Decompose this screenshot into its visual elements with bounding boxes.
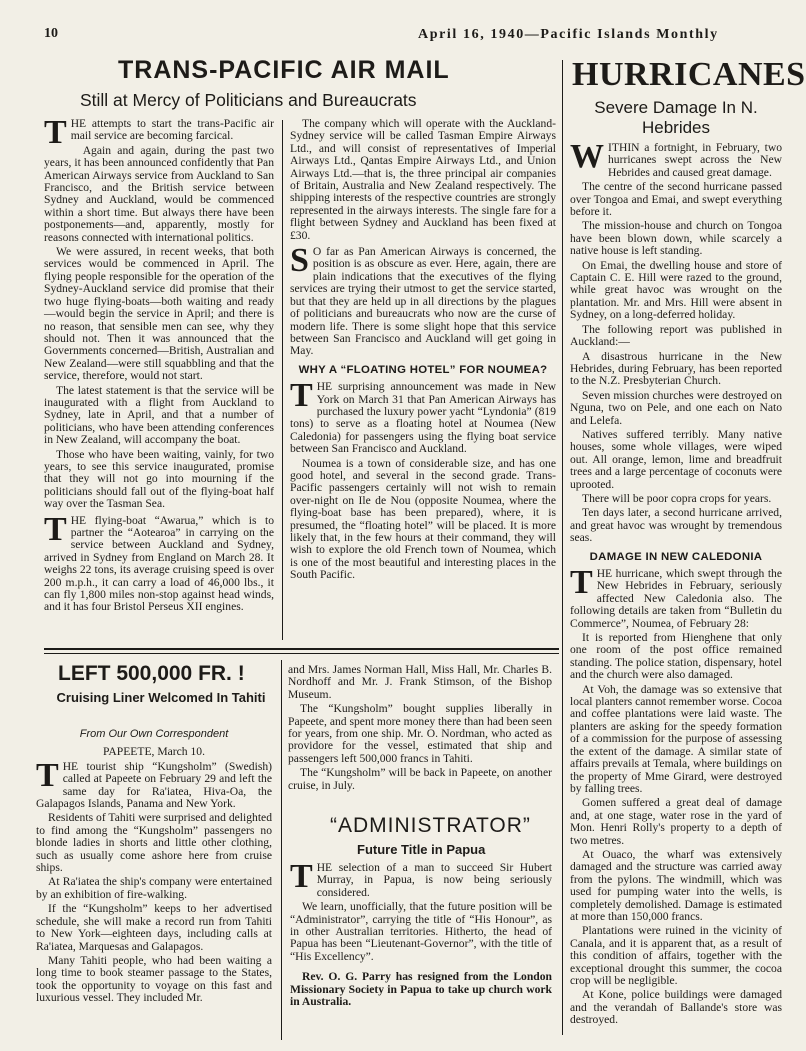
paragraph: It is reported from Hienghene that only one room of the post office remained standing. The police station, dispensary, hotel and the church were also damaged. xyxy=(570,631,782,682)
paragraph: There will be poor copra crops for years. xyxy=(582,491,772,505)
paragraph: WITHIN a fortnight, in February, two hurricanes swept across the New Hebrides and caused great damage. xyxy=(570,138,782,179)
paragraph: THE attempts to start the trans-Pacific air mail service are becoming farcical. xyxy=(44,114,274,151)
column-divider xyxy=(282,120,283,640)
paragraph: Gomen suffered a great deal of damage and, at one stage, water rose in the yard of Mon. Henri Rolly's property to a depth of two metres. xyxy=(570,796,782,847)
paragraph: Plantations were ruined in the vicinity of Canala, and it is apparent that, as a result of this condition of affairs, together with the exceptional drought this summer, the cocoa crop will be negligible. xyxy=(570,924,782,987)
dateline: PAPEETE, March 10. xyxy=(103,745,205,759)
paragraph: At Kone, police buildings were damaged and the verandah of Ballande's store was destroyed. xyxy=(570,988,782,1027)
paragraph: At Voh, the damage was so extensive that local planters cannot remember worse. Cocoa and coffee plantations were laid waste. The planters are asking for the speedy formation of a commission for the purpose of assessing the extent of the damage. A similar state of affairs prevails at Temala, where buildings on the property of Mme Girard, were destroyed by falling trees. xyxy=(570,682,782,795)
tahiti-column-1 xyxy=(36,724,272,1044)
administrator-title: “ADMINISTRATOR” xyxy=(330,814,531,837)
paragraph: Seven mission churches were destroyed on Nguna, two on Pele, and one each on Nato and Lelefa. xyxy=(570,388,782,427)
paragraph: On Emai, the dwelling house and store of Captain C. E. Hill were razed to the ground, while great havoc was wrought on the plantation. Mr. and Mrs. Hill were absent in Sydney, on a long-deferred holiday. xyxy=(570,258,782,322)
airmail-column-1 xyxy=(44,114,274,640)
paragraph: We were assured, in recent weeks, that both services would be commenced in April. The flying people responsible for the operation of the Sydney-Auckland service did promise that their two huge flying-boats—both waiting and ready—would begin the service in April; and there is no reason, that sensible men can see, why they should not. Then it was announced that the Governments concerned—British, Australian and New Zealand—were still squabbling and that the service, therefore, would not start. xyxy=(44,245,274,383)
paragraph: and Mrs. James Norman Hall, Miss Hall, Mr. Charles B. Nordhoff and Mr. J. Frank Stimson, of the Bishop Museum. xyxy=(288,663,552,701)
paragraph: A disastrous hurricane in the New Hebrides, during February, has been reported to the N.Z. Presbyterian Church. xyxy=(570,349,782,388)
hurricanes-column xyxy=(570,138,782,1042)
paragraph: Again and again, during the past two years, it has been announced confidently that Pan American Airways service from Auckland to San Francisco, and the British service between Sydney and Auckland, would be commenced within a short time. But always there have been postponements—and, apparently, mostly for reasons connected with international politics. xyxy=(44,143,274,244)
paragraph: The “Kungsholm” will be back in Papeete, on another cruise, in July. xyxy=(288,766,552,792)
paragraph: The centre of the second hurricane passed over Tongoa and Emai, and swept everything before it. xyxy=(570,180,782,219)
page-header xyxy=(0,0,801,46)
administrator-subtitle: Future Title in Papua xyxy=(357,842,486,857)
airmail-column-2 xyxy=(290,118,556,640)
paragraph: The following report was published in Auckland:— xyxy=(570,322,782,349)
tahiti-subtitle: Cruising Liner Welcomed In Tahiti xyxy=(56,690,266,705)
paragraph: THE hurricane, which swept through the New Hebrides in February, seriously affected New Caledonia also. The following details are taken from “Bulletin du Commerce”, Noumea, of February 28: xyxy=(570,564,782,630)
hurricanes-subtitle: Severe Damage In N. Hebrides xyxy=(594,98,758,137)
paragraph: Noumea is a town of considerable size, and has one good hotel, and several in the second grade. Trans-Pacific passengers certainly will not wish to remain over-night on Ile de Nou (opposite Noumea, where the flying-boat base has been prepared), where, it is presumed, the “floating hotel” will be placed. It is more likely that, in the few hours at their command, they will wish to explore the old French town of Noumea, which is one of the most beautiful and interesting places in the South Pacific. xyxy=(290,456,556,582)
column-divider xyxy=(562,60,563,1035)
airmail-subtitle: Still at Mercy of Politicians and Bureaucrats xyxy=(80,90,417,110)
column-divider xyxy=(281,660,282,1040)
byline: From Our Own Correspondent xyxy=(79,728,229,740)
paragraph: If the “Kungsholm” keeps to her advertised schedule, she will make a record run from Tahiti to New York—eighteen days, including calls at Ra'iatea, Marquesas and Galapagos. xyxy=(36,902,272,953)
section-rule xyxy=(44,653,559,654)
paragraph: At Ra'iatea the ship's company were entertained by an exhibition of fire-walking. xyxy=(36,875,272,901)
section-rule xyxy=(44,648,559,650)
paragraph: Those who have been waiting, vainly, for two years, to see this service inaugurated, promise that they will not go into mourning if the politicians should fall out of the flying-boat half way over the Tasman Sea. xyxy=(44,447,274,511)
new-caledonia-heading: DAMAGE IN NEW CALEDONIA xyxy=(589,550,763,563)
paragraph: THE surprising announcement was made in New York on March 31 that Pan American Airways has purchased the luxury power yacht “Lyndonia” (819 tons) to serve as a floating hotel at Noumea (New Caledonia) for passengers using the flying boat service between San Francisco and Auckland. xyxy=(290,377,556,456)
airmail-title: TRANS-PACIFIC AIR MAIL xyxy=(118,56,450,84)
paragraph: Many Tahiti people, who had been waiting a long time to book steamer passage to the States, took the opportunity to voyage on this fast and luxurious vessel. They included Mr. xyxy=(36,953,272,1005)
paragraph: THE flying-boat “Awarua,” which is to partner the “Aotearoa” in carrying on the service between Auckland and Sydney, arrived in Sydney from England on March 28. It weighs 22 tons, its average cruising speed is over 200 m.p.h., it can carry a load of 46,000 lbs., it can fly 1,800 miles non-stop against head winds, and it has four Bristol Perseus XII engines. xyxy=(44,510,274,614)
paragraph: At Ouaco, the wharf was extensively damaged and the structure was carried away from the pylons. The windmill, which was used for pumping water into the wells, is completely demolished. Damage is estimated at more than 150,000 francs. xyxy=(570,847,782,923)
paragraph: We learn, unofficially, that the future position will be “Administrator”, carrying the title of “His Honour”, as in other Australian territories. Hitherto, the head of Papua has been “Lieutenant-Governor”, with the title of “His Excellency”. xyxy=(290,900,552,963)
paragraph: THE tourist ship “Kungsholm” (Swedish) called at Papeete on February 29 and left the same day for Ra'iatea, Hiva-Oa, the Galapagos Islands, Panama and New York. xyxy=(36,756,272,811)
tahiti-column-2 xyxy=(288,663,552,792)
paragraph: The company which will operate with the Auckland-Sydney service will be called Tasman Empire Airways Ltd., and will consist of representatives of Imperial Airways Ltd., Qantas Empire Airways Ltd., and Union Airways Ltd.—that is, the three principal air companies of Britain, Australia and New Zealand respectively. The shipping interests of the respective countries are strongly represented in the airways interests. The single fare for a flight between Sydney and Auckland has been fixed at £30. xyxy=(290,117,556,242)
paragraph: The latest statement is that the service will be inaugurated with a flight from Auckland to Sydney, late in April, and that a number of politicians, who have been attending conferences in New Zealand, will accompany the boat. xyxy=(44,383,274,447)
running-head: April 16, 1940—Pacific Islands Monthly xyxy=(418,27,719,42)
paragraph: The “Kungsholm” bought supplies liberally in Papeete, and spent more money there than had been seen for years, from one ship. Mr. O. Nordman, who acted as providore for the vessel, estimated that ship and passengers left 500,000 francs in Tahiti. xyxy=(288,702,552,765)
paragraph: Ten days later, a second hurricane arrived, and great havoc was wrought by tremendous seas. xyxy=(570,506,782,545)
administrator-column xyxy=(290,858,552,1042)
paragraph: The mission-house and church on Tongoa have been blown down, while scarcely a native house is left standing. xyxy=(570,219,782,258)
paragraph: THE selection of a man to succeed Sir Hubert Murray, in Papua, is now being seriously considered. xyxy=(290,858,552,899)
hurricanes-title: HURRICANES xyxy=(572,56,806,93)
paragraph: S O far as Pan American Airways is concerned, the position is as obscure as ever. Here, again, there are plain indications that the executives of the flying services are trying their utmost to get the service started, but that they are held up in all directions by the plagues of politicians and bureaucrats who now are the curse of modern life. There is some slight hope that this service between San Francisco and Auckland will get going in May. xyxy=(290,242,556,358)
paragraph: Residents of Tahiti were surprised and delighted to find among the “Kungsholm” passengers no blonde ladies in shorts and little other clothing, such as usually come ashore here from cruise ships. xyxy=(36,811,272,875)
tahiti-title: LEFT 500,000 FR. ! xyxy=(58,662,245,685)
paragraph: Natives suffered terribly. Many native houses, some whole villages, were wiped out. All orange, lemon, lime and breadfruit trees and a large percentage of coconuts were uprooted. xyxy=(570,427,782,491)
parry-note: Rev. O. G. Parry has resigned from the London Missionary Society in Papua to take up church work in Australia. xyxy=(290,970,552,1009)
noumea-heading: WHY A “FLOATING HOTEL” FOR NOUMEA? xyxy=(298,363,548,376)
page-number: 10 xyxy=(44,26,58,41)
